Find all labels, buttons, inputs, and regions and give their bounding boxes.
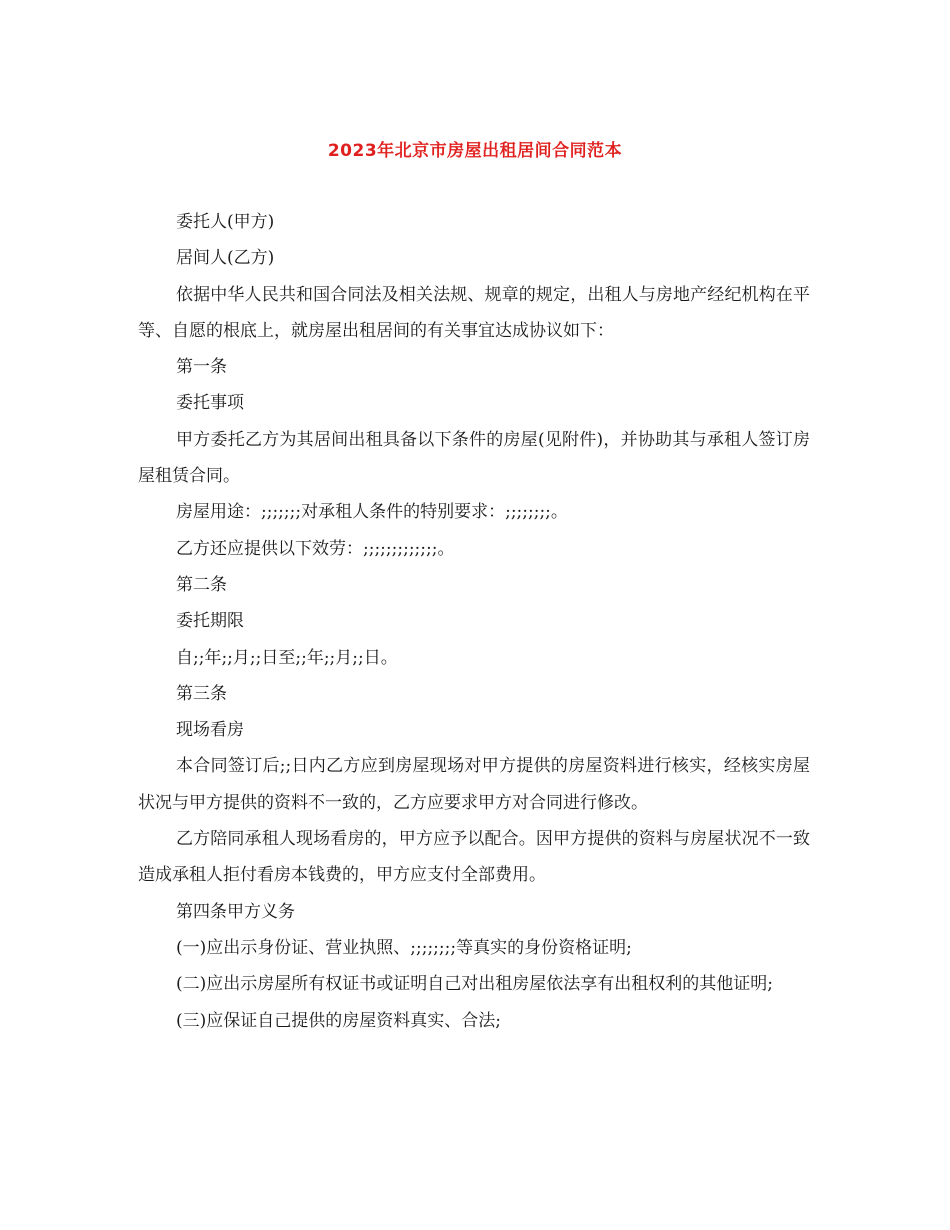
- article-4-heading: 第四条甲方义务: [176, 901, 295, 922]
- paragraph-principal: 委托人(甲方): [176, 212, 275, 232]
- obligation-2: (二)应出示房屋所有权证书或证明自己对出租房屋依法享有出租权利的其他证明;: [176, 974, 773, 995]
- document-title: 2023年北京市房屋出租居间合同范本: [327, 141, 623, 161]
- paragraph-services: 乙方还应提供以下效劳：;;;;;;;;;;;;;。: [176, 538, 455, 559]
- paragraph-period: 自;;年;;月;;日至;;年;;月;;日。: [176, 647, 398, 668]
- paragraph-house-use: 房屋用途：;;;;;;;对承租人条件的特别要求：;;;;;;;;。: [176, 502, 568, 523]
- paragraph-entrustment: 甲方委托乙方为其居间出租具备以下条件的房屋(见附件)，并协助其与承租人签订房屋租赁合同。: [138, 429, 810, 487]
- paragraph-preamble: 依据中华人民共和国合同法及相关法规、规章的规定，出租人与房地产经纪机构在平等、自愿的根底上，就房屋出租居间的有关事宜达成协议如下：: [138, 284, 810, 341]
- obligation-1: (一)应出示身份证、营业执照、;;;;;;;;等真实的身份资格证明;: [176, 937, 632, 958]
- paragraph-verification: 本合同签订后;;日内乙方应到房屋现场对甲方提供的房屋资料进行核实，经核实房屋状况与甲方提供的资料不一致的，乙方应要求甲方对合同进行修改。: [138, 756, 810, 813]
- article-1-title: 委托事项: [176, 393, 244, 414]
- article-1-heading: 第一条: [176, 357, 227, 378]
- obligation-3: (三)应保证自己提供的房屋资料真实、合法;: [176, 1010, 501, 1031]
- document-body: [138, 204, 810, 1039]
- article-3-title: 现场看房: [176, 720, 244, 741]
- paragraph-intermediary: 居间人(乙方): [176, 248, 275, 269]
- article-2-title: 委托期限: [176, 611, 244, 632]
- paragraph-viewing: 乙方陪同承租人现场看房的，甲方应予以配合。因甲方提供的资料与房屋状况不一致造成承租人拒付看房本钱费的，甲方应支付全部费用。: [138, 829, 810, 886]
- article-3-heading: 第三条: [176, 683, 227, 704]
- article-2-heading: 第二条: [176, 574, 227, 595]
